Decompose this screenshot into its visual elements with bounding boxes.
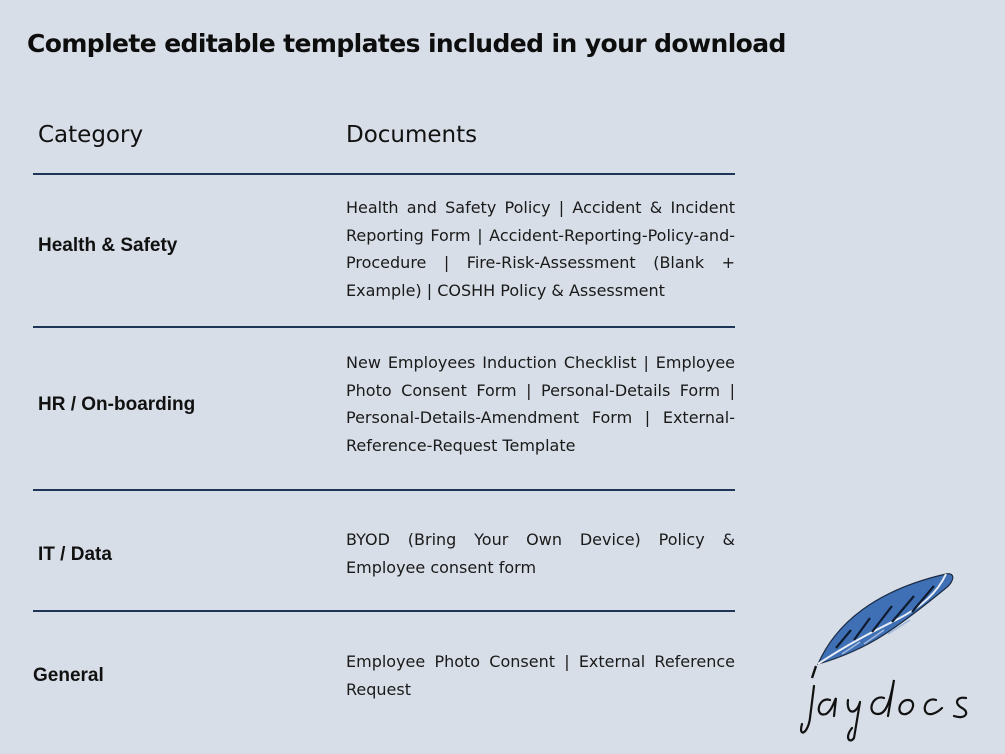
header-divider (33, 173, 735, 175)
row-divider (33, 610, 735, 612)
category-hr-onboarding: HR / On-boarding (38, 394, 196, 415)
category-health-safety: Health & Safety (38, 235, 178, 256)
documents-it-data: BYOD (Bring Your Own Device) Policy & Employee consent form (346, 530, 735, 577)
documents-column-header: Documents (346, 122, 478, 148)
documents-general: Employee Photo Consent | External Reference Request (346, 652, 735, 699)
row-divider (33, 489, 735, 491)
category-it-data: IT / Data (38, 544, 112, 565)
category-column-header: Category (38, 122, 144, 148)
documents-hr-onboarding: New Employees Induction Checklist | Employee Photo Consent Form | Personal-Details Form | Personal-Details-Amendment Form | External-Reference-Request Template (346, 353, 735, 456)
category-general: General (33, 665, 104, 686)
row-divider (33, 326, 735, 328)
jaydocs-logo (796, 568, 986, 744)
page-title: Complete editable templates included in your download (27, 29, 786, 58)
feather-quill-icon (796, 568, 986, 744)
documents-health-safety: Health and Safety Policy | Accident & Incident Reporting Form | Accident-Reporting-Policy-and-Procedure | Fire-Risk-Assessment (Blank + Example) | COSHH Policy & Assessment (346, 198, 735, 301)
